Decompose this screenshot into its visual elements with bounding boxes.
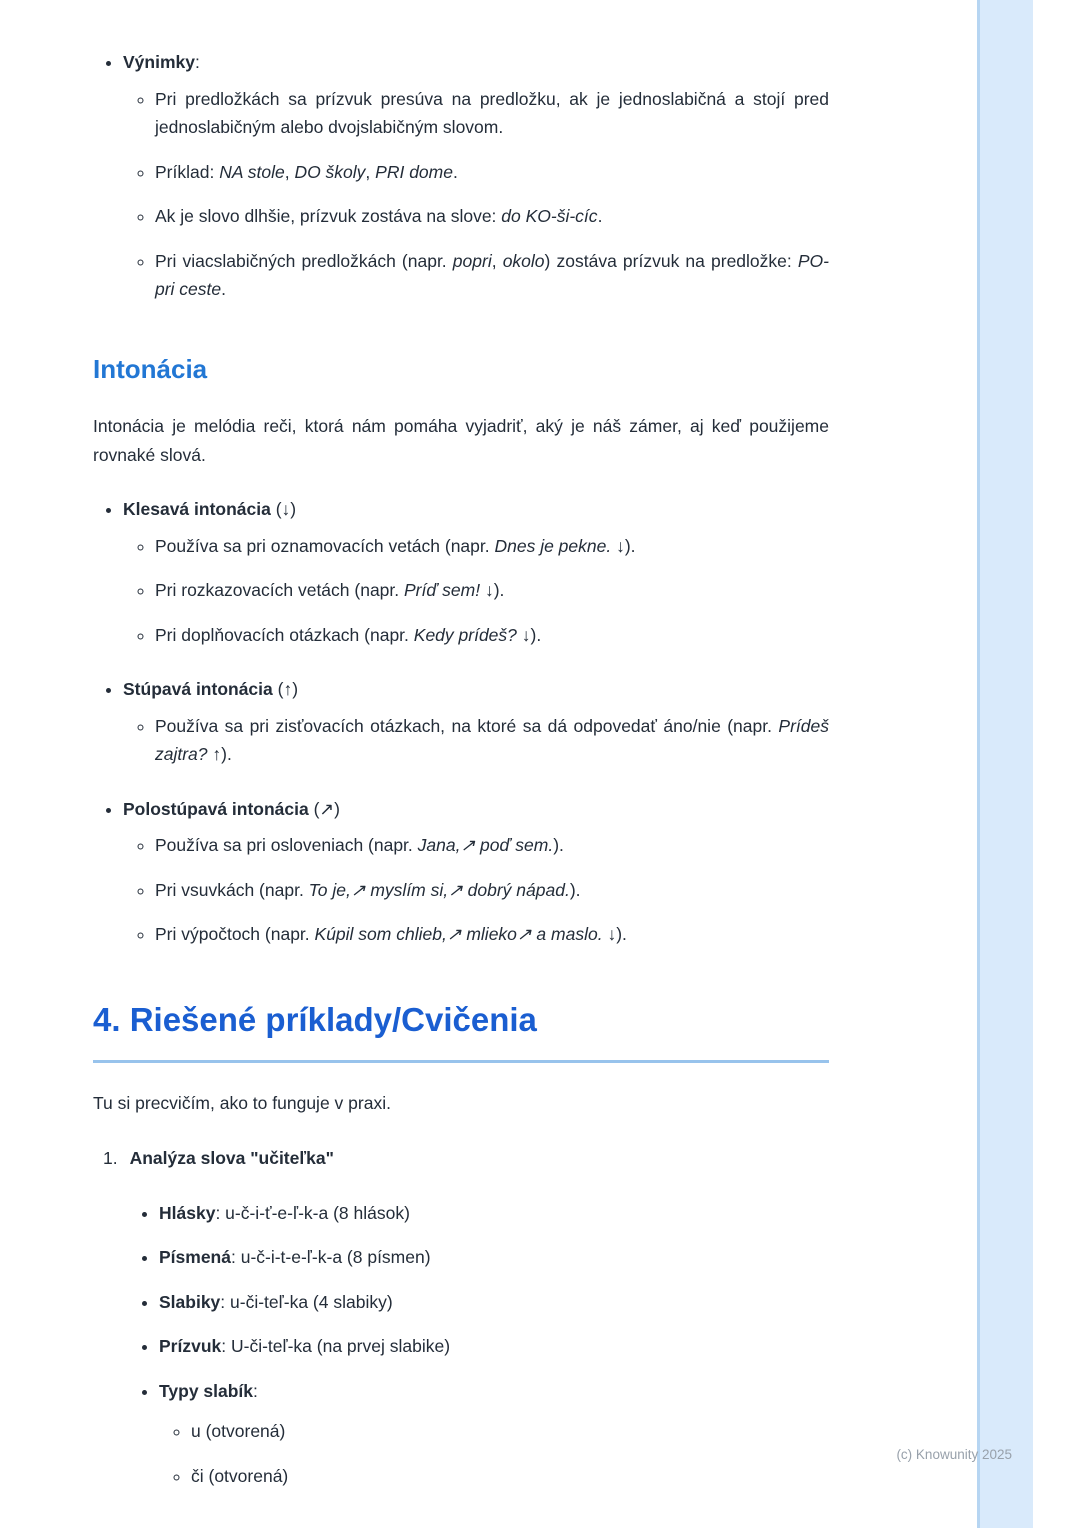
- list-item: [155, 831, 829, 860]
- list-item: [155, 920, 829, 949]
- text-segment: : u-č-i-ť-e-ľ-k-a (8 hlások): [215, 1202, 410, 1223]
- text-segment: ,: [491, 250, 503, 271]
- list-item: ◦ u (otvorená): [191, 1417, 829, 1446]
- intonation-type-group: [123, 675, 829, 769]
- list-item: [155, 532, 829, 561]
- text-segment: :: [194, 52, 200, 72]
- text-segment: PRI dome: [375, 161, 453, 182]
- text-segment: Klesavá intonácia: [123, 499, 271, 520]
- text-segment: PO-pri ceste: [155, 250, 829, 300]
- list-item: [155, 202, 829, 231]
- list-item: [155, 621, 829, 650]
- copyright-text: (c) Knowunity 2025: [896, 1447, 1012, 1462]
- intonation-type-group: [123, 795, 829, 949]
- syllable-types-list: [159, 1417, 829, 1490]
- text-segment: Písmená: [159, 1247, 231, 1268]
- intonation-type-group: [123, 495, 829, 649]
- syllable-types-head: [159, 1377, 829, 1406]
- intonation-type-head: [123, 675, 829, 704]
- text-segment: Stúpavá intonácia: [123, 679, 273, 700]
- text-segment: Slabiky: [159, 1291, 221, 1312]
- text-segment: (↑): [272, 679, 299, 700]
- exercise-title: Analýza slova "učiteľka": [129, 1147, 334, 1168]
- text-segment: DO školy: [294, 161, 366, 182]
- text-segment: Pri doplňovacích otázkach (napr.: [155, 624, 414, 645]
- list-item: [159, 1377, 829, 1491]
- list-item: [159, 1288, 829, 1317]
- text-segment: NA stole: [219, 161, 285, 182]
- text-segment: Kedy prídeš?: [413, 624, 517, 645]
- text-segment: Príklad:: [155, 161, 220, 182]
- list-item: [159, 1199, 829, 1228]
- text-segment: ↓).: [602, 924, 627, 945]
- text-segment: ↓).: [611, 535, 636, 556]
- text-segment: ) zostáva prízvuk na predložke:: [544, 250, 798, 271]
- text-segment: Používa sa pri osloveniach (napr.: [155, 835, 418, 856]
- intonacia-heading: Intonácia: [93, 353, 208, 384]
- text-segment: Prídeš zajtra?: [155, 715, 829, 765]
- text-segment: .: [597, 206, 603, 227]
- text-segment: ↓).: [480, 580, 505, 601]
- text-segment: Používa sa pri oznamovacích vetách (napr.: [155, 535, 495, 556]
- text-segment: Používa sa pri zisťovacích otázkach, na ktoré sa dá odpovedať áno/nie (napr.: [155, 715, 779, 736]
- text-segment: : U-či-teľ-ka (na prvej slabike): [221, 1336, 451, 1357]
- list-item: [123, 48, 829, 304]
- intonacia-intro: Intonácia je melódia reči, ktorá nám pomáha vyjadriť, aký je náš zámer, aj keď použijeme rovnaké slová.: [93, 415, 829, 465]
- text-segment: do KO-ši-cíc: [501, 206, 598, 227]
- exceptions-head: [123, 48, 829, 77]
- analysis-list: [129, 1199, 829, 1491]
- text-segment: Pri výpočtoch (napr.: [155, 924, 315, 945]
- section4-heading: 4. Riešené príklady/Cvičenia: [93, 993, 829, 1064]
- text-segment: Hlásky: [159, 1202, 216, 1223]
- list-item: [155, 876, 829, 905]
- text-segment: :: [253, 1380, 258, 1401]
- exceptions-list: [93, 48, 829, 304]
- exercise-number: 1.: [103, 1147, 118, 1168]
- list-item: ◦ či (otvorená): [191, 1462, 829, 1491]
- text-segment: ).: [553, 835, 564, 856]
- right-stripe: [977, 0, 1033, 1528]
- text-segment: .: [221, 279, 227, 300]
- text-segment: Polostúpavá intonácia: [123, 798, 309, 819]
- intonation-type-head: [123, 795, 829, 824]
- list-item: [159, 1243, 829, 1272]
- text-segment: Príď sem!: [404, 580, 481, 601]
- text-segment: (↓): [270, 499, 297, 520]
- list-item: [155, 712, 829, 769]
- intonation-types-list: [93, 495, 829, 949]
- text-segment: : u-č-i-t-e-ľ-k-a (8 písmen): [230, 1247, 431, 1268]
- list-item: [155, 158, 829, 187]
- text-segment: .: [452, 161, 458, 182]
- text-segment: Pri predložkách sa prízvuk presúva na predložku, ak je jednoslabičná a stojí pred jednoslabičným alebo dvojslabičným slovom.: [155, 88, 829, 138]
- list-item: [155, 247, 829, 304]
- text-segment: ,: [284, 161, 295, 182]
- text-segment: ).: [569, 879, 581, 900]
- intonation-type-points: [123, 831, 829, 949]
- list-item: [155, 576, 829, 605]
- text-segment: Prízvuk: [159, 1336, 222, 1357]
- text-segment: Jana,↗ poď sem.: [417, 835, 554, 856]
- text-segment: okolo: [502, 250, 545, 271]
- list-item: [155, 85, 829, 142]
- text-segment: : u-či-teľ-ka (4 slabiky): [220, 1291, 393, 1312]
- text-segment: ↓).: [516, 624, 542, 645]
- text-segment: ,: [365, 161, 376, 182]
- intonation-type-points: [123, 532, 829, 650]
- text-segment: Typy slabík: [159, 1380, 254, 1401]
- text-segment: Ak je slovo dlhšie, prízvuk zostáva na slove:: [155, 206, 502, 227]
- intonation-type-points: [123, 712, 829, 769]
- section4-intro: Tu si precvičím, ako to funguje v praxi.: [93, 1093, 391, 1114]
- text-segment: Kúpil som chlieb,↗ mlieko↗ a maslo.: [314, 924, 603, 945]
- text-segment: Dnes je pekne.: [494, 535, 612, 556]
- text-segment: ↑).: [207, 744, 232, 765]
- text-segment: To je,↗ myslím si,↗ dobrý nápad.: [308, 879, 570, 900]
- text-segment: Pri vsuvkách (napr.: [155, 879, 309, 900]
- text-segment: Pri viacslabičných predložkách (napr.: [155, 250, 453, 271]
- text-segment: Výnimky: [123, 52, 195, 72]
- exercise-title-row: [103, 1144, 829, 1173]
- text-segment: popri: [452, 250, 492, 271]
- exceptions-sublist: [123, 85, 829, 304]
- text-segment: Pri rozkazovacích vetách (napr.: [155, 580, 404, 601]
- intonation-type-head: [123, 495, 829, 524]
- text-segment: (↗): [308, 798, 340, 819]
- document-content: [93, 0, 829, 1490]
- list-item: [159, 1332, 829, 1361]
